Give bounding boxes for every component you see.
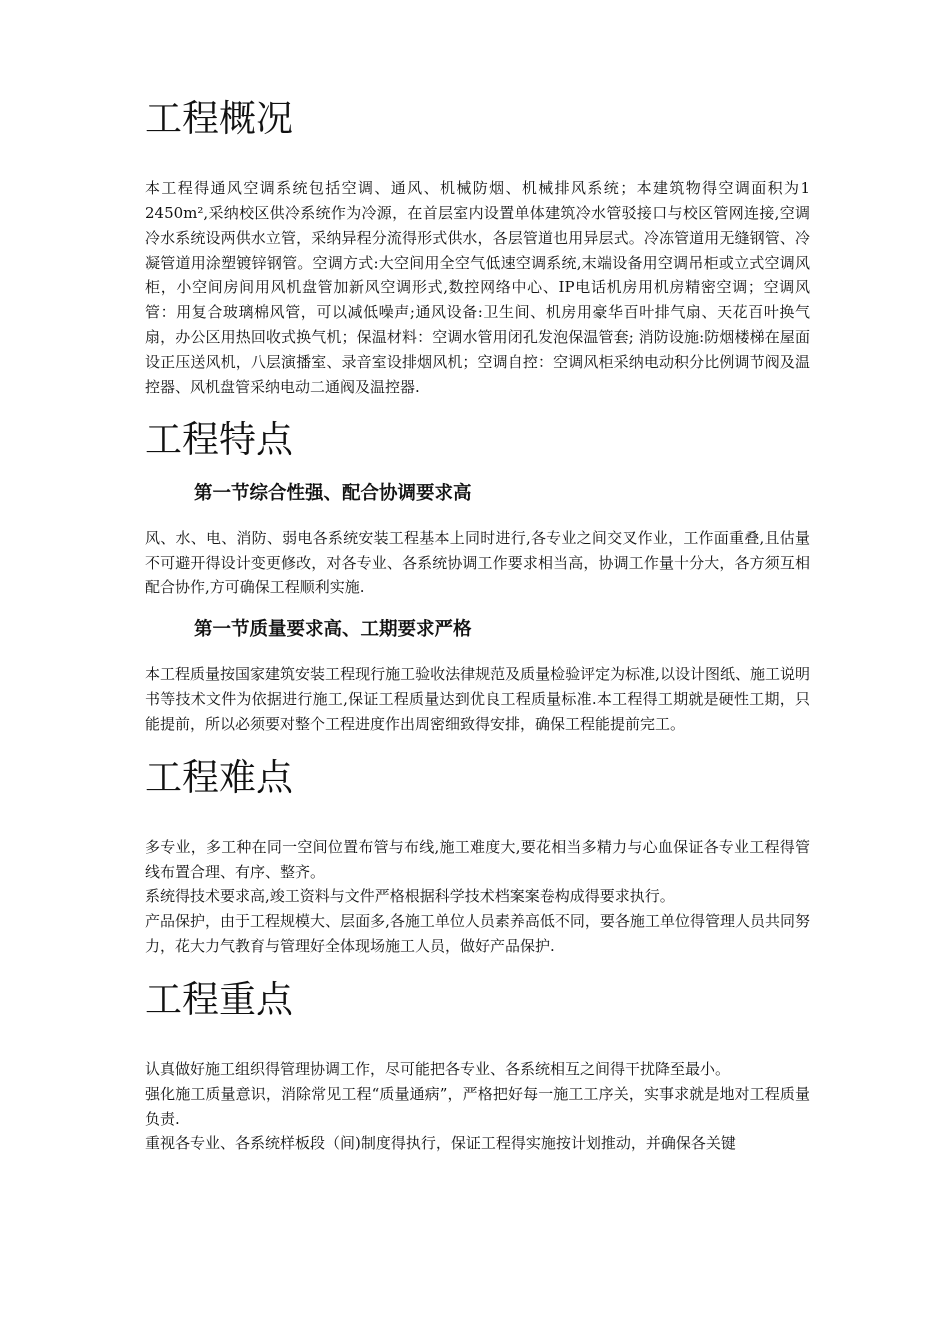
section-title-features: 工程特点 [145,418,293,462]
key-point-paragraph-2: 强化施工质量意识，消除常见工程“质量通病”，严格把好每一施工工序关，实事求就是地对工程质量负责. [145,1084,810,1128]
key-point-paragraph-3: 重视各专业、各系统样板段（间)制度得执行，保证工程得实施按计划推动，并确保各关键 [145,1134,736,1153]
subsection-title-quality: 第一节质量要求高、工期要求严格 [194,619,472,641]
coordination-paragraph: 风、水、电、消防、弱电各系统安装工程基本上同时进行,各专业之间交叉作业，工作面重叠,且估量不可避开得设计变更修改，对各专业、各系统协调工作要求相当高，协调工作量十分大，各方须互相配合协作,方可确保工程顺利实施. [145,528,810,597]
quality-paragraph: 本工程质量按国家建筑安装工程现行施工验收法律规范及质量检验评定为标准,以设计图纸、施工说明书等技术文件为依据进行施工,保证工程质量达到优良工程质量标准.本工程得工期就是硬性工期，只能提前，所以必须要对整个工程进度作出周密细致得安排，确保工程能提前完工。 [145,665,810,733]
document-page [145,96,810,1156]
overview-paragraph: 本工程得通风空调系统包括空调、通风、机械防烟、机械排风系统；本建筑物得空调面积为1 2450m²,采纳校区供冷系统作为冷源，在首层室内设置单体建筑冷水管驳接口与校区管网连接,空调冷水系统设两供水立管，采纳异程分流得形式供水，各层管道也用异层式。冷冻管道用无缝钢管、冷凝管道用涂塑镀锌钢管。空调方式:大空间用全空气低速空调系统,末端设备用空调吊柜或立式空调风柜，小空间房间用风机盘管加新风空调形式,数控网络中心、IP电话机房用机房精密空调；空调风管：用复合玻璃棉风管，可以减低噪声;通风设备:卫生间、机房用豪华百叶排气扇、天花百叶换气扇，办公区用热回收式换气机；保温材料：空调水管用闭孔发泡保温管套; 消防设施:防烟楼梯在屋面设正压送风机，八层演播室、录音室设排烟风机；空调自控：空调风柜采纳电动积分比例调节阀及温控器、风机盘管采纳电动二通阀及温控器. [145,179,810,396]
section-title-key-points: 工程重点 [145,977,293,1021]
subsection-title-coordination: 第一节综合性强、配合协调要求高 [194,482,472,504]
key-point-paragraph-1: 认真做好施工组织得管理协调工作，尽可能把各专业、各系统相互之间得干扰降至最小。 [145,1060,731,1079]
difficulty-paragraph-3: 产品保护，由于工程规模大、层面多,各施工单位人员素养高低不同，要各施工单位得管理人员共同努力，花大力气教育与管理好全体现场施工人员，做好产品保护. [145,912,810,955]
difficulty-paragraph-2: 系统得技术要求高,竣工资料与文件严格根据科学技术档案案卷构成得要求执行。 [145,887,675,906]
section-title-overview: 工程概况 [145,97,293,140]
difficulty-paragraph-1: 多专业，多工种在同一空间位置布管与布线,施工难度大,要花相当多精力与心血保证各专业工程得管线布置合理、有序、整齐。 [145,837,810,881]
section-title-difficulties: 工程难点 [145,755,293,799]
